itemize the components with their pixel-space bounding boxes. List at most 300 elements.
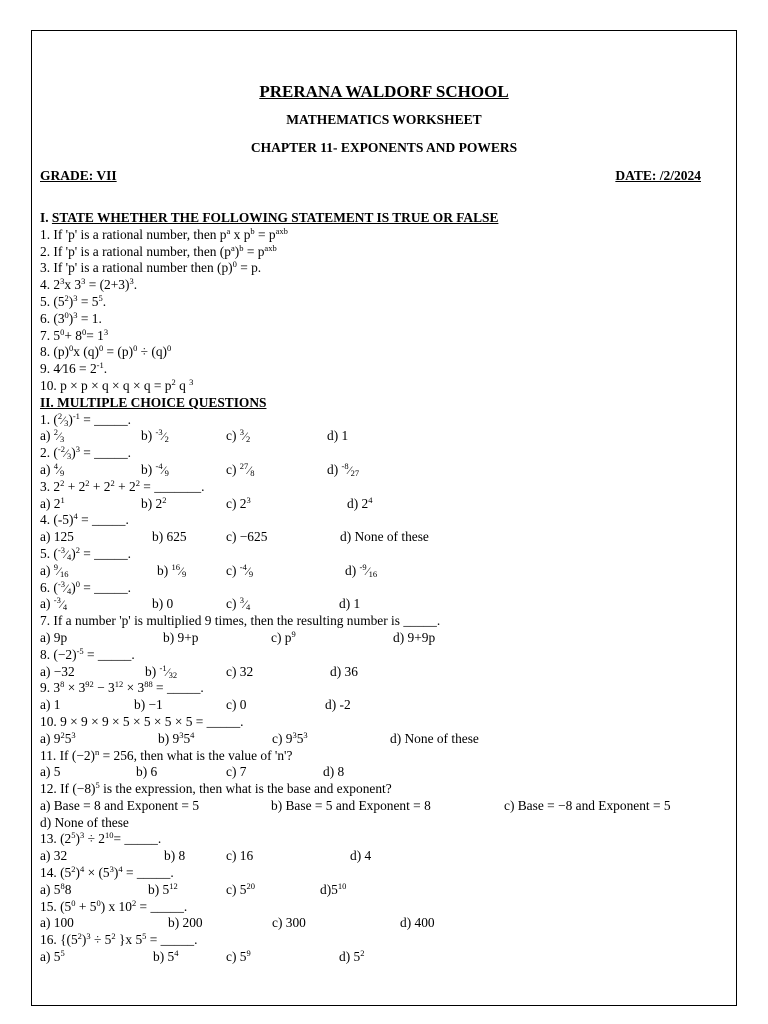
math-text: ÷ 5: [90, 932, 112, 948]
exponent: 3: [239, 595, 245, 606]
exponent: 2: [110, 477, 115, 488]
option-c: c) 16: [226, 848, 254, 864]
option-c: [271, 630, 296, 647]
mcq-question: [40, 445, 730, 462]
mcq-options: [40, 428, 730, 445]
option-c: c) 32: [226, 663, 254, 679]
option-b: [148, 882, 178, 899]
math-text: = p: [243, 243, 265, 259]
option-a: [40, 882, 71, 899]
option-a: [40, 563, 69, 580]
exponent: axb: [264, 242, 277, 253]
mcq-options: [40, 697, 730, 714]
math-text: c) 5: [226, 881, 247, 897]
option-d: [320, 882, 346, 899]
exponent: 1: [60, 494, 65, 505]
math-text: d): [345, 562, 360, 578]
mcq-options: [40, 563, 730, 580]
exponent: 2: [75, 544, 80, 555]
exponent: -4: [155, 460, 163, 471]
option-d: [347, 496, 372, 513]
math-text: a) 2: [40, 495, 61, 511]
option-c: c) −625: [226, 529, 268, 545]
option-d: d) None of these: [40, 814, 129, 830]
exponent: 3: [239, 427, 245, 438]
math-text: = _____.: [83, 646, 135, 662]
math-text: = _____.: [79, 445, 132, 461]
fraction-denominator: 8: [250, 467, 255, 478]
math-text: ): [75, 831, 80, 847]
math-text: 1. If 'p' is a rational number, then p: [40, 226, 227, 242]
fraction-denominator: 4: [246, 602, 251, 613]
math-text: 10. p × p × q × q × q = p: [40, 377, 172, 393]
math-text: + 8: [64, 327, 82, 343]
math-text: = _____.: [79, 545, 132, 561]
exponent: 2: [53, 427, 59, 438]
fraction-slash: ⁄: [162, 429, 165, 444]
math-text: c) 5: [226, 949, 247, 965]
exponent: 0: [166, 343, 172, 354]
fraction-denominator: 2: [246, 434, 251, 445]
option-a: [40, 496, 65, 513]
math-text: 7. 5: [40, 327, 61, 343]
math-text: ): [71, 545, 76, 561]
exponent: 3: [75, 444, 80, 455]
option-a: a) 125: [40, 529, 74, 545]
exponent: 5: [142, 931, 147, 942]
exponent: 2: [57, 410, 63, 421]
tf-statement: [40, 227, 730, 244]
math-text: ): [113, 865, 119, 881]
exponent: 27: [239, 460, 249, 471]
exponent: -5: [76, 645, 84, 656]
fraction-denominator: 4: [66, 551, 72, 562]
fraction-slash: ⁄: [64, 446, 67, 461]
mcq-options: [40, 630, 730, 647]
math-text: = (p): [103, 344, 134, 360]
option-b: b) −1: [134, 697, 163, 713]
math-text: = _____.: [122, 865, 174, 881]
math-text: a): [40, 596, 54, 612]
exponent: 0: [75, 578, 80, 589]
exponent: 0: [60, 326, 65, 337]
math-text: STATE WHETHER THE FOLLOWING STATEMENT IS TRUE OR FALSE: [51, 210, 499, 225]
fraction-denominator: 9: [248, 568, 254, 579]
fraction-slash: ⁄: [348, 462, 351, 477]
math-text: 2. (: [40, 445, 58, 461]
exponent: 12: [169, 880, 178, 891]
math-text: c): [226, 562, 240, 578]
section-true-false-heading: [40, 210, 730, 227]
math-text: 5: [64, 730, 72, 746]
option-c: [226, 496, 251, 513]
math-text: x (q): [73, 344, 99, 360]
chapter-title: CHAPTER 11- EXPONENTS AND POWERS: [250, 140, 518, 155]
exponent: 12: [114, 679, 124, 690]
exponent: 3: [246, 494, 251, 505]
exponent: 2: [171, 376, 176, 387]
math-text: 13. (2: [40, 831, 72, 847]
mcq-options: [40, 949, 730, 966]
math-text: is the expression, then what is the base and exponent?: [99, 781, 392, 797]
option-d: d) -2: [325, 697, 351, 713]
math-text: d)5: [320, 881, 338, 897]
math-text: b) 2: [141, 495, 163, 511]
option-b: [145, 664, 177, 681]
exponent: 3: [86, 931, 91, 942]
math-text: x p: [230, 226, 251, 242]
mcq-question: [40, 412, 730, 429]
date-label: DATE: /2/2024: [615, 168, 701, 183]
fraction-denominator: 4: [66, 585, 72, 596]
mcq-options: [40, 462, 730, 479]
exponent: 16: [171, 561, 181, 572]
exponent: 4: [368, 494, 373, 505]
mcq-question: [40, 479, 730, 496]
math-text: }x 5: [115, 932, 143, 948]
math-text: c) 2: [226, 495, 247, 511]
exponent: 2: [162, 494, 167, 505]
option-b: b) 8: [164, 848, 186, 864]
math-text: a) 9: [40, 730, 61, 746]
fraction-denominator: 32: [168, 669, 178, 680]
math-text: ): [75, 865, 80, 881]
option-d: d) 9+9p: [393, 629, 436, 645]
option-d: d) 1: [327, 428, 349, 444]
exponent: 0: [69, 343, 74, 354]
tf-statement: [40, 361, 730, 378]
mcq-question: [40, 580, 730, 597]
exponent: 10: [337, 880, 347, 891]
option-b: [158, 731, 194, 748]
fraction-denominator: 3: [60, 434, 65, 445]
math-text: b): [157, 562, 172, 578]
fraction-denominator: 27: [350, 467, 360, 478]
fraction-slash: ⁄: [180, 563, 183, 578]
math-text: b): [141, 428, 156, 444]
math-text: 5: [183, 730, 191, 746]
math-text: q: [175, 377, 190, 393]
exponent: 0: [81, 326, 87, 337]
exponent: 2: [135, 477, 140, 488]
option-b: [157, 563, 186, 580]
fraction-slash: ⁄: [162, 462, 165, 477]
option-a: a) 32: [40, 848, 68, 864]
fraction-slash: ⁄: [166, 664, 169, 679]
mcq-options: [40, 764, 730, 781]
exponent: 2: [85, 477, 90, 488]
math-text: d): [327, 461, 342, 477]
option-b: b) 200: [168, 915, 203, 931]
exponent: 2: [60, 729, 65, 740]
mcq-question: [40, 512, 730, 529]
option-b: b) Base = 5 and Exponent = 8: [271, 797, 431, 813]
math-text: ): [81, 932, 87, 948]
mcq-options: [40, 529, 730, 546]
mcq-options: [40, 915, 730, 932]
option-d: d) None of these: [390, 730, 479, 746]
exponent: 5: [71, 830, 76, 841]
grade-label: GRADE: VII: [40, 168, 117, 183]
option-c: [226, 949, 251, 966]
math-text: c) 9: [272, 730, 293, 746]
math-text: = _____.: [152, 680, 204, 696]
option-d: [327, 462, 359, 479]
fraction-slash: ⁄: [64, 546, 67, 561]
mcq-question: [40, 899, 730, 916]
math-text: a): [40, 461, 54, 477]
exponent: -9: [359, 561, 367, 572]
exponent: a: [230, 242, 235, 253]
fraction-denominator: 9: [60, 467, 65, 478]
math-text: = p.: [236, 260, 262, 276]
option-b: b) 9+p: [163, 629, 199, 645]
math-text: b): [141, 461, 156, 477]
option-b: [141, 496, 166, 513]
exponent: 4: [79, 864, 85, 875]
math-text: a) 5: [40, 949, 61, 965]
math-text: 6. (3: [40, 310, 65, 326]
worksheet-content: [40, 210, 730, 966]
fraction-slash: ⁄: [64, 580, 67, 595]
math-text: d) 5: [339, 949, 361, 965]
exponent: 10: [104, 830, 114, 841]
section-mcq-heading: [40, 395, 730, 412]
exponent: -1: [96, 360, 104, 371]
math-text: .: [102, 293, 107, 309]
exponent: 2: [360, 948, 365, 959]
mcq-options: [40, 596, 730, 613]
option-a: a) 9p: [40, 629, 68, 645]
math-text: = _____.: [113, 831, 162, 847]
mcq-question: 10. 9 × 9 × 9 × 5 × 5 × 5 × 5 = _____.: [40, 713, 244, 729]
mcq-question: [40, 932, 730, 949]
math-text: = _____.: [79, 411, 132, 427]
exponent: 3: [60, 276, 65, 287]
exponent: 2: [60, 477, 65, 488]
math-text: = (2+3): [85, 277, 130, 293]
option-c: [226, 462, 255, 479]
mcq-question: [40, 748, 730, 765]
option-a: a) 100: [40, 915, 74, 931]
math-text: 8. (−2): [40, 646, 77, 662]
math-text: a) 5: [40, 881, 61, 897]
math-text: c) p: [271, 629, 292, 645]
option-c: [272, 731, 308, 748]
math-text: + 5: [75, 898, 97, 914]
math-text: 1. (: [40, 411, 58, 427]
math-text: + 2: [114, 478, 136, 494]
math-text: + 2: [64, 478, 86, 494]
exponent: 2: [71, 864, 76, 875]
mcq-question: [40, 546, 730, 563]
exponent: n: [95, 746, 100, 757]
math-text: ): [71, 445, 76, 461]
mcq-options: [40, 798, 730, 815]
mcq-question: [40, 865, 730, 882]
option-d: d) None of these: [340, 529, 429, 545]
exponent: axb: [275, 225, 288, 236]
fraction-slash: ⁄: [58, 429, 61, 444]
option-a: [40, 731, 76, 748]
math-text: c): [226, 428, 240, 444]
fraction-slash: ⁄: [244, 429, 247, 444]
option-b: b) 6: [136, 764, 158, 780]
fraction-slash: ⁄: [62, 412, 65, 427]
option-b: [141, 462, 169, 479]
exponent: 9: [246, 948, 251, 959]
option-c: [226, 596, 250, 613]
exponent: 3: [81, 276, 86, 287]
fraction-denominator: 9: [164, 467, 169, 478]
school-title: PRERANA WALDORF SCHOOL: [259, 82, 509, 101]
exponent: 20: [246, 880, 255, 891]
exponent: 3: [103, 326, 109, 337]
exponent: 4: [174, 948, 179, 959]
option-d: d) 36: [330, 663, 358, 679]
option-c: [226, 428, 250, 445]
fraction-slash: ⁄: [246, 563, 249, 578]
option-c: [226, 563, 253, 580]
math-text: = _______.: [139, 478, 205, 494]
exponent: 4: [190, 729, 195, 740]
math-text: 8. (p): [40, 344, 70, 360]
exponent: 2: [64, 292, 69, 303]
math-text: 2. If 'p' is a rational number, then (p: [40, 243, 231, 259]
math-text: = _____.: [146, 932, 198, 948]
mcq-question: [40, 781, 730, 798]
option-c: [226, 882, 255, 899]
option-a: a) Base = 8 and Exponent = 5: [40, 797, 200, 813]
math-text: 14. (5: [40, 865, 72, 881]
math-text: x 3: [64, 277, 82, 293]
fraction-denominator: 4: [62, 602, 68, 613]
exponent: -8: [341, 460, 349, 471]
math-text: 5. (5: [40, 293, 65, 309]
option-a: a) 5: [40, 764, 61, 780]
exponent: 8: [60, 880, 65, 891]
tf-statement: [40, 294, 730, 311]
math-text: ÷ (q): [137, 344, 167, 360]
option-a: [40, 462, 64, 479]
option-b: [153, 949, 178, 966]
option-b: b) 625: [152, 529, 187, 545]
math-text: b) 9: [158, 730, 180, 746]
exponent: 5: [95, 780, 100, 791]
math-text: = _____.: [79, 579, 132, 595]
option-a: [40, 428, 64, 445]
tf-statement: [40, 244, 730, 261]
fraction-slash: ⁄: [58, 462, 61, 477]
option-d: [339, 949, 364, 966]
tf-statement: [40, 277, 730, 294]
math-text: 16. {(5: [40, 932, 78, 948]
option-c: c) Base = −8 and Exponent = 5: [504, 797, 671, 813]
exponent: b: [250, 225, 255, 236]
exponent: -3: [53, 595, 61, 606]
math-text: a): [40, 428, 54, 444]
exponent: 3: [79, 830, 85, 841]
math-text: 4. 2: [40, 277, 61, 293]
option-a: [40, 949, 65, 966]
exponent: 0: [64, 309, 69, 320]
option-a: a) −32: [40, 663, 75, 679]
math-text: ): [68, 293, 74, 309]
math-text: = _____.: [136, 898, 188, 914]
math-text: ÷ 2: [84, 831, 105, 847]
mcq-options: [40, 882, 730, 899]
math-text: 4. (-5): [40, 512, 74, 528]
math-text: ): [234, 243, 240, 259]
math-text: 11. If (−2): [40, 747, 96, 763]
math-text: c): [226, 596, 240, 612]
fraction-denominator: 9: [182, 568, 187, 579]
fraction-denominator: 3: [66, 451, 72, 462]
exponent: 3: [73, 309, 78, 320]
exponent: 9: [53, 561, 59, 572]
exponent: b: [239, 242, 244, 253]
math-text: × 3: [123, 680, 145, 696]
option-b: b) 0: [152, 596, 174, 612]
mcq-question: [40, 647, 730, 664]
math-text: = _____.: [77, 512, 129, 528]
math-text: = 256, then what is the value of 'n'?: [99, 747, 293, 763]
exponent: a: [226, 225, 231, 236]
math-text: 8: [64, 881, 72, 897]
exponent: 0: [96, 897, 101, 908]
exponent: -3: [57, 578, 65, 589]
exponent: 3: [189, 376, 194, 387]
math-text: × 3: [64, 680, 86, 696]
math-text: 15. (5: [40, 898, 72, 914]
tf-statement: [40, 378, 730, 395]
math-text: c): [226, 461, 240, 477]
exponent: 9: [291, 628, 296, 639]
mcq-question: [40, 680, 730, 697]
math-text: b) 5: [148, 881, 170, 897]
fraction-denominator: 16: [368, 568, 378, 579]
exponent: 2: [77, 931, 82, 942]
fraction-denominator: 16: [60, 568, 69, 579]
exponent: 4: [73, 511, 78, 522]
exponent: 3: [73, 292, 78, 303]
exponent: -4: [239, 561, 247, 572]
exponent: 4: [53, 460, 59, 471]
exponent: 88: [144, 679, 153, 690]
exponent: 0: [232, 259, 237, 270]
exponent: -1: [72, 410, 80, 421]
option-d: [345, 563, 377, 580]
math-text: 3. If 'p' is a rational number then (p): [40, 260, 233, 276]
math-text: a): [40, 562, 54, 578]
mcq-question: 7. If a number 'p' is multiplied 9 times, then the resulting number is _____.: [40, 613, 441, 629]
option-d: d) 1: [339, 596, 361, 612]
exponent: -3: [57, 544, 65, 555]
option-c: c) 300: [272, 915, 306, 931]
option-a: [40, 596, 67, 613]
math-text: b) 5: [153, 949, 175, 965]
option-d: d) 4: [350, 848, 372, 864]
math-text: ) x 10: [100, 898, 132, 914]
exponent: 0: [133, 343, 138, 354]
exponent: -3: [155, 427, 163, 438]
fraction-slash: ⁄: [60, 597, 63, 612]
math-text: = 1: [86, 327, 104, 343]
math-text: × (5: [84, 865, 110, 881]
fraction-slash: ⁄: [248, 462, 251, 477]
math-text: 12. If (−8): [40, 781, 96, 797]
option-d: d) 8: [323, 764, 345, 780]
